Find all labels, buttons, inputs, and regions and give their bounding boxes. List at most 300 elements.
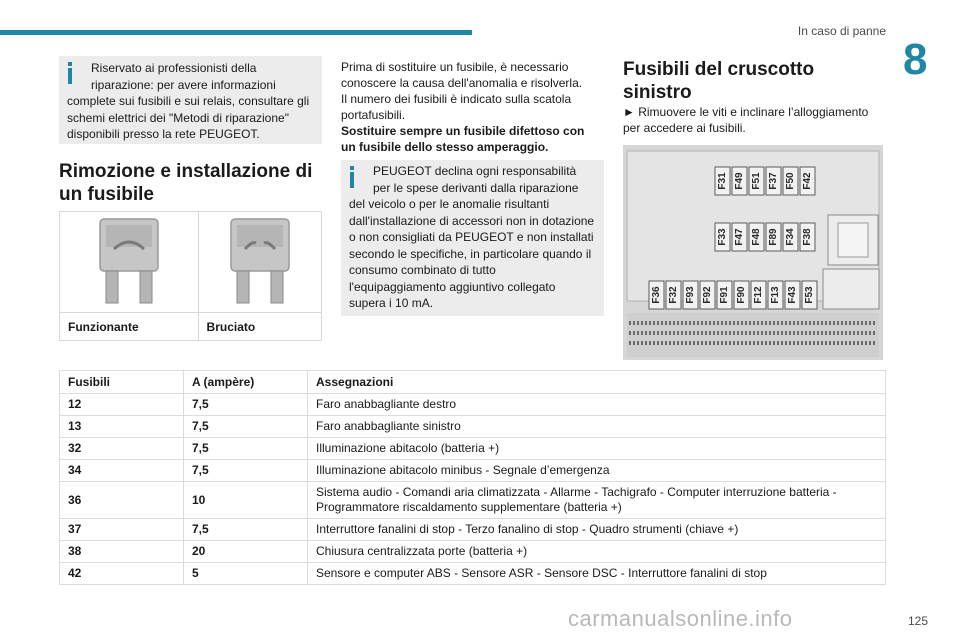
cell-assignment [308,519,886,541]
table-row [60,563,886,585]
connector-pin [861,321,863,325]
connector-pin [737,321,739,325]
page-number: 125 [907,614,928,628]
table-row [60,460,886,482]
connector-pin [849,341,851,345]
connector-pin [773,331,775,335]
fuse-slot-label: F12 [753,286,764,304]
connector-pin [789,341,791,345]
fuse-slot-label: F49 [734,172,745,190]
cell-fuse: 38 [60,541,184,563]
connector-pin [833,321,835,325]
note-line: consumo combinato di tutto [349,263,496,277]
connector-pin [801,331,803,335]
fuse-slot-label: F93 [685,286,696,304]
fuse-slot-label: F43 [787,286,798,304]
connector-pin [841,331,843,335]
cell-amp: 10 [184,482,308,519]
note-line: secondo le specifiche, in particolare quando il [349,246,592,261]
connector-pin [693,341,695,345]
fuse-slot-label: F38 [802,228,813,246]
connector-pin [805,331,807,335]
connector-pin [785,331,787,335]
connector-pin [817,341,819,345]
cell-fuse: 34 [60,460,184,482]
connector-pin [641,331,643,335]
connector-pin [713,341,715,345]
para-line: portafusibili. [341,108,406,122]
connector-pin [757,331,759,335]
col-header-assignment: Assegnazioni [308,371,886,394]
note-line: o non consigliati da PEUGEOT e non installati [349,230,594,244]
connector-pin [673,321,675,325]
connector-pin [709,341,711,345]
connector-pin [657,341,659,345]
section-title-replace-fuse [59,160,312,206]
connector-pin [821,321,823,325]
connector-pin [849,321,851,325]
connector-pin [773,321,775,325]
info-note-professionals [59,56,322,144]
connector-pin [633,341,635,345]
connector-pin [645,331,647,335]
connector-pin [781,321,783,325]
connector-pin [689,341,691,345]
connector-pin [629,331,631,335]
cell-fuse: 37 [60,519,184,541]
fuse-slot-label: F92 [702,286,713,304]
info-note-liability [341,160,604,316]
connector-pin [637,321,639,325]
connector-pin [637,341,639,345]
title-line: Rimozione e installazione di [59,161,313,182]
note-line: del veicolo o per le anomalie risultanti [349,197,550,211]
connector-pin [801,341,803,345]
connector-pin [781,341,783,345]
instruction-line: ► Rimuovere le viti e inclinare l’alloggiamento [623,105,869,119]
info-icon-bar [68,68,72,84]
connector-pin [873,321,875,325]
note-line: schemi elettrici dei "Metodi di riparazione" [67,110,289,125]
connector-pin [869,331,871,335]
cell-amp: 7,5 [184,394,308,416]
cell-amp: 20 [184,541,308,563]
connector-pin [709,321,711,325]
connector-pin [809,341,811,345]
connector-pin [749,341,751,345]
connector-pin [809,321,811,325]
table-row [60,438,886,460]
connector-pin [689,331,691,335]
connector-pin [805,341,807,345]
fuse-slot-label: F42 [802,172,813,190]
connector-pin [697,341,699,345]
connector-pin [817,321,819,325]
cell-fuse: 32 [60,438,184,460]
connector-pin [869,341,871,345]
connector-pin [813,321,815,325]
para-line: conoscere la causa dell'anomalia e risolverla. [341,76,583,90]
connector-pin [777,331,779,335]
cell-fuse: 12 [60,394,184,416]
connector-pin [661,321,663,325]
connector-pin [741,321,743,325]
cell-amp: 7,5 [184,519,308,541]
connector-pin [837,331,839,335]
connector-pin [701,331,703,335]
connector-pin [821,331,823,335]
connector-pin [785,321,787,325]
connector-pin [761,341,763,345]
assignment-line: Illuminazione abitacolo minibus - Segnale d’emergenza [316,463,610,477]
connector-pin [725,331,727,335]
connector-pin [645,341,647,345]
col-header-fuse: Fusibili [60,371,184,394]
intro-paragraph [341,59,606,155]
connector-pin [761,331,763,335]
connector-pin [649,321,651,325]
connector-pin [665,321,667,325]
connector-pin [705,331,707,335]
connector-pin [793,321,795,325]
connector-pin [805,321,807,325]
assignment-line: Faro anabbagliante sinistro [316,419,461,433]
connector-pin [785,341,787,345]
connector-pin [685,341,687,345]
assignment-line: Illuminazione abitacolo (batteria +) [316,441,500,455]
connector-pin [837,321,839,325]
connector-pin [765,341,767,345]
fuse-slot-label: F91 [719,286,730,304]
cell-assignment [308,416,886,438]
fuse-slot-label: F36 [651,286,662,304]
fuse-slot-label: F13 [770,286,781,304]
connector-pin [777,341,779,345]
fuse-slot-label: F89 [768,228,779,246]
connector-pin [713,331,715,335]
connector-pin [865,321,867,325]
connector-pin [649,331,651,335]
connector-pin [857,321,859,325]
para-line: Prima di sostituire un fusibile, è necessario [341,60,569,74]
table-row [60,482,886,519]
connector-pin [697,331,699,335]
para-line-bold: un fusibile dello stesso amperaggio. [341,140,549,154]
connector-pin [661,331,663,335]
header-accent-bar [0,30,472,35]
connector-pin [721,321,723,325]
fuse-ok-image [60,212,199,313]
connector-pin [745,341,747,345]
assignment-line: Interruttore fanalini di stop - Terzo fanalino di stop - Quadro strumenti (chiave +) [316,522,739,536]
connector-pin [701,341,703,345]
connector-pin [637,331,639,335]
connector-pin [753,341,755,345]
connector-pin [677,321,679,325]
watermark: carmanualsonline.info [568,606,793,631]
connector-pin [757,341,759,345]
connector-pin [689,321,691,325]
connector-pin [829,341,831,345]
connector-pin [853,321,855,325]
note-line: l'equipaggiamento aggiuntivo collegato [349,279,556,294]
connector-pin [757,321,759,325]
fuse-slot-label: F90 [736,286,747,304]
connector-pin [677,341,679,345]
connector-pin [649,341,651,345]
connector-pin [713,321,715,325]
connector-pin [657,321,659,325]
cell-assignment [308,460,886,482]
connector-pin [745,321,747,325]
connector-pin [729,321,731,325]
connector-pin [773,341,775,345]
connector-pin [729,341,731,345]
connector-pin [717,331,719,335]
cell-amp: 7,5 [184,460,308,482]
connector-pin [669,341,671,345]
fuse-figure [59,211,322,341]
fuse-ok-icon [94,215,164,307]
table-header-row [60,371,886,394]
connector-pin [725,341,727,345]
note-line: Riservato ai professionisti della [91,61,257,75]
connector-pin [797,331,799,335]
connector-pin [721,341,723,345]
fuse-slot-label: F51 [751,172,762,190]
connector-pin [869,321,871,325]
fuse-blown-image [198,212,321,313]
connector-pin [845,321,847,325]
connector-pin [717,341,719,345]
note-line: PEUGEOT declina ogni responsabilità [373,164,577,178]
connector-pin [653,321,655,325]
connector-pin [693,321,695,325]
running-head: In caso di panne [797,24,886,38]
connector-pin [717,321,719,325]
connector-pin [857,341,859,345]
assignment-line: Faro anabbagliante destro [316,397,457,411]
fuse-slot-label: F47 [734,228,745,246]
connector-pin [865,331,867,335]
connector-pin [645,321,647,325]
connector-pin [853,331,855,335]
connector-pin [741,331,743,335]
connector-pin [789,321,791,325]
cell-assignment [308,563,886,585]
connector-pin [653,341,655,345]
connector-pin [765,321,767,325]
connector-pin [737,331,739,335]
fuse-slot-label: F37 [768,172,779,190]
connector-pin [817,331,819,335]
cell-amp: 7,5 [184,416,308,438]
connector-pin [733,321,735,325]
connector-pin [749,321,751,325]
note-line: supera i 10 mA. [349,296,434,310]
connector-pin [681,321,683,325]
connector-pin [769,341,771,345]
title-line: un fusibile [59,184,154,205]
section-title-dashboard-fuses [623,58,814,104]
fuse-slot-label: F32 [668,286,679,304]
connector-pin [777,321,779,325]
connector-pin [829,321,831,325]
connector-pin [873,331,875,335]
info-icon-bar [350,172,354,188]
fuse-slot-label: F53 [804,286,815,304]
connector-pin [669,331,671,335]
fuse-slot-label: F50 [785,172,796,190]
connector-pin [769,331,771,335]
assignment-line: Sensore e computer ABS - Sensore ASR - Sensore DSC - Interruttore fanalini di stop [316,566,767,580]
connector-pin [681,331,683,335]
connector-pin [733,341,735,345]
connector-pin [853,341,855,345]
instruction-paragraph [623,104,888,136]
fuse-label-blown: Bruciato [198,313,321,341]
connector-pin [821,341,823,345]
connector-pin [801,321,803,325]
assignment-line: Programmatore riscaldamento supplementare (batteria +) [316,500,622,514]
info-icon [68,62,72,66]
connector-pin [789,331,791,335]
instruction-line: per accedere ai fusibili. [623,121,746,135]
fusebox-diagram [623,145,883,360]
title-line: sinistro [623,82,692,103]
connector-pin [797,321,799,325]
fuse-slot-label: F33 [717,228,728,246]
table-row [60,541,886,563]
connector-pin [833,341,835,345]
fuse-blown-icon [225,215,295,307]
para-line: Il numero dei fusibili è indicato sulla scatola [341,92,572,106]
cell-assignment [308,394,886,416]
info-icon [350,166,354,170]
note-line: dall'installazione di accessori non in dotazione [349,213,595,228]
fuse-slot-label: F34 [785,228,796,246]
connector-pin [825,341,827,345]
connector-pin [857,331,859,335]
cell-fuse: 13 [60,416,184,438]
connector-pin [813,341,815,345]
connector-pin [705,341,707,345]
cell-amp: 7,5 [184,438,308,460]
fuse-slot-label: F31 [717,172,728,190]
connector-pin [673,331,675,335]
connector-pin [641,321,643,325]
fuse-slot-label: F48 [751,228,762,246]
cell-fuse: 42 [60,563,184,585]
connector-pin [825,321,827,325]
note-line: per le spese derivanti dalla riparazione [373,180,579,195]
table-row [60,394,886,416]
connector-pin [765,331,767,335]
connector-pin [733,331,735,335]
para-line-bold: Sostituire sempre un fusibile difettoso con [341,124,585,138]
cell-assignment [308,541,886,563]
connector-pin [629,321,631,325]
connector-pin [721,331,723,335]
connector-pin [657,331,659,335]
chapter-number: 8 [903,35,928,84]
connector-pin [861,331,863,335]
connector-pin [745,331,747,335]
connector-pin [825,331,827,335]
connector-pin [737,341,739,345]
connector-pin [705,321,707,325]
fuse-assignment-table [59,370,886,585]
assignment-line: Chiusura centralizzata porte (batteria +) [316,544,528,558]
connector-pin [629,341,631,345]
connector-pin [845,341,847,345]
connector-pin [665,341,667,345]
connector-pin [761,321,763,325]
note-line: disponibili presso la rete PEUGEOT. [67,127,260,141]
connector-pin [861,341,863,345]
connector-pin [749,331,751,335]
connector-pin [653,331,655,335]
connector-pin [793,331,795,335]
assignment-line: Sistema audio - Comandi aria climatizzata - Allarme - Tachigrafo - Computer interruzione batteria - [316,485,837,499]
connector-pin [837,341,839,345]
connector-pin [665,331,667,335]
note-line: riparazione: per avere informazioni [91,77,276,92]
connector-pin [693,331,695,335]
connector-pin [669,321,671,325]
connector-pin [633,331,635,335]
connector-pin [709,331,711,335]
connector-pin [701,321,703,325]
connector-pin [829,331,831,335]
connector-pin [841,321,843,325]
note-line: complete sui fusibili e sui relais, consultare gli [67,94,310,108]
connector-pin [685,321,687,325]
title-line: Fusibili del cruscotto [623,59,815,80]
connector-pin [673,341,675,345]
connector-pin [809,331,811,335]
connector-pin [677,331,679,335]
col-header-amp: A (ampère) [184,371,308,394]
connector-pin [865,341,867,345]
fusebox-photo [623,145,883,360]
connector-pin [685,331,687,335]
connector-pin [661,341,663,345]
connector-pin [833,331,835,335]
connector-pin [769,321,771,325]
connector-pin [781,331,783,335]
connector-pin [725,321,727,325]
table-row [60,519,886,541]
connector-pin [633,321,635,325]
connector-pin [641,341,643,345]
connector-pin [681,341,683,345]
connector-pin [741,341,743,345]
connector-pin [797,341,799,345]
connector-pin [753,321,755,325]
connector-pin [753,331,755,335]
table-row [60,416,886,438]
connector-pin [845,331,847,335]
cell-assignment [308,438,886,460]
connector-pin [841,341,843,345]
connector-pin [849,331,851,335]
connector-pin [813,331,815,335]
connector-pin [873,341,875,345]
connector-pin [729,331,731,335]
cell-amp: 5 [184,563,308,585]
connector-pin [793,341,795,345]
